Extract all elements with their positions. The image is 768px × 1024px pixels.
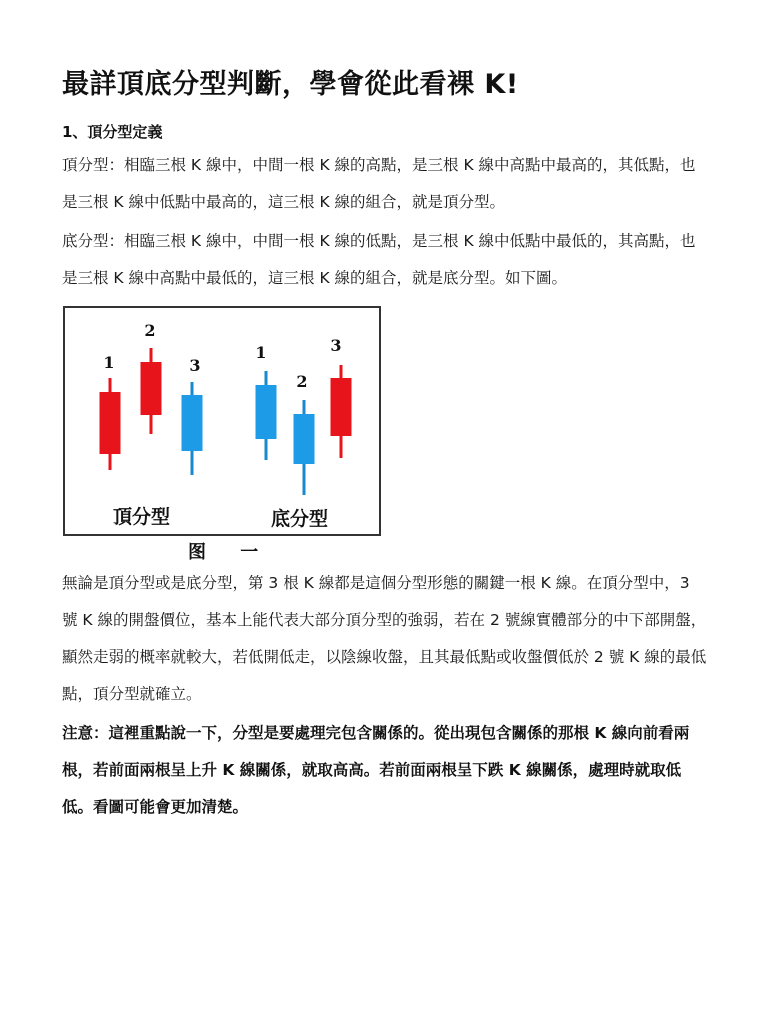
section-heading: 1、頂分型定義 [62, 123, 163, 141]
bottom-fractal-definition: 底分型：相臨三根 K 線中，中間一根 K 線的低點，是三根 K 線中低點中最低的，其高點，也是三根 K 線中高點中最低的，這三根 K 線的組合，就是底分型。如下圖。 [62, 232, 696, 287]
bottom-candle-3-number: 3 [330, 336, 342, 355]
top-candle-2-number: 2 [144, 321, 156, 340]
bottom-candle-3-body [331, 378, 352, 436]
top-candle-1-number: 1 [103, 353, 115, 372]
note-paragraph: 注意：這裡重點說一下，分型是要處理完包含關係的。從出現包含關係的那根 K 線向前看兩根，若前面兩根呈上升 K 線關係，就取高高。若前面兩根呈下跌 K 線關係，處理時就取低低。看圖可能會更加清楚。 [62, 724, 690, 816]
bottom-candle-1-body [256, 385, 277, 439]
key-candle-paragraph: 無論是頂分型或是底分型，第 3 根 K 線都是這個分型形態的關鍵一根 K 線。在頂分型中，3 號 K 線的開盤價位，基本上能代表大部分頂分型的強弱，若在 2 號線實體部分的中下部開盤，顯然走弱的概率就較大，若低開低走，以陰線收盤，且其最低點或收盤價低於 2 號 K 線的最低點，頂分型就確立。 [62, 574, 707, 703]
bottom-candle-1-number: 1 [255, 343, 267, 362]
bottom-fractal-label: 底分型 [271, 508, 329, 530]
top-candle-2-body [141, 362, 162, 415]
bottom-candle-2-number: 2 [296, 372, 308, 391]
bottom-candle-2-body [294, 414, 315, 464]
top-candle-3-body [182, 395, 203, 451]
top-fractal-definition: 頂分型：相臨三根 K 線中，中間一根 K 線的高點，是三根 K 線中高點中最高的，其低點，也是三根 K 線中低點中最高的，這三根 K 線的組合，就是頂分型。 [62, 156, 696, 211]
top-fractal-label: 頂分型 [113, 506, 171, 528]
candlestick-illustration [65, 308, 379, 534]
fractal-figure [63, 306, 381, 536]
figure-caption: 图 一 [188, 542, 273, 563]
page-title: 最詳頂底分型判斷，學會從此看裸 K! [62, 69, 519, 100]
top-candle-3-number: 3 [189, 356, 201, 375]
top-candle-1-body [100, 392, 121, 454]
